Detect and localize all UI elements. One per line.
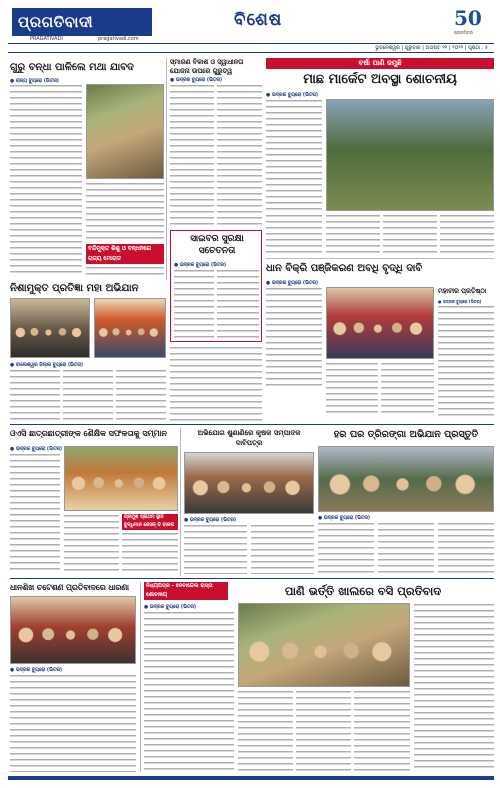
photo-paddy-protest xyxy=(10,596,136,664)
body-a2-col2 xyxy=(217,84,262,228)
byline-a5: ● ଭଦ୍ରକ ବ୍ୟୁରୋ (ଭିତର) xyxy=(174,263,227,268)
section-rule xyxy=(10,424,494,425)
masthead xyxy=(8,6,494,46)
byline-a11: ● ଭଦ୍ରକ ବ୍ୟୁରୋ (ଭିତର) xyxy=(10,668,63,673)
newspaper-logo[interactable]: ପ୍ରଗତିବାଦୀ xyxy=(12,8,152,36)
body-a8-col1 xyxy=(10,453,60,573)
body-a12-col4 xyxy=(354,690,410,772)
body-a12-col2 xyxy=(238,690,293,772)
photo-tiranga-rally xyxy=(318,446,494,512)
anniversary-caption: ପ୍ରଗତିବାଦୀ xyxy=(454,30,474,35)
photo-cow-road xyxy=(86,84,164,179)
column-rule xyxy=(180,428,181,576)
photo-grievance-hearing xyxy=(184,452,314,514)
body-a9-col1 xyxy=(184,524,247,574)
photo-road-protest xyxy=(238,603,410,687)
kicker-a3: ବର୍ଷା ପାଣି ଜମୁଛି xyxy=(266,58,494,69)
body-a1-col1 xyxy=(10,84,82,274)
body-a3-col1b xyxy=(266,214,322,254)
body-a6-col2 xyxy=(326,362,378,417)
section-rule xyxy=(266,258,494,259)
logo-subtitle: PRAGATIVADI xyxy=(30,36,63,42)
body-a3-col3 xyxy=(383,214,437,254)
byline-a3: ● ଭଦ୍ରକ ବ୍ୟୁରୋ (ଭିତର) xyxy=(266,93,319,98)
body-a1b xyxy=(86,266,164,276)
byline-a7: ● ଭଦ୍ରକ ବ୍ୟୁରୋ (ଭିତର) xyxy=(438,299,482,304)
body-a5-col1 xyxy=(174,269,214,339)
anniversary-badge xyxy=(454,6,488,36)
body-a5-col2 xyxy=(217,269,259,339)
body-a12-col5 xyxy=(414,603,494,772)
date-text: ଭୁବନେଶ୍ୱର | ଗୁରୁବାର | ଅଗଷ୍ଟ ୧୧ | ୨୦୨୨ | ପୃଷ୍ଠା : ୫ xyxy=(375,45,488,51)
kicker-a12: ନିଧ୍ୟପତ୍ର - ଦେବାନ୍ଦେଲ ରାସ୍ତା ଶୋଚନୀୟ xyxy=(144,582,228,600)
body-a6-col3 xyxy=(381,362,434,417)
body-a12-col3 xyxy=(296,690,351,772)
body-a10-col1 xyxy=(318,522,374,574)
headline-a5: ସାଇବର ସୁରକ୍ଷା ସଚେତନତା xyxy=(190,234,244,256)
byline-a2: ● ଭଦ୍ରକ ବ୍ୟୁରୋ (ଭିତର) xyxy=(170,78,223,83)
body-a10-col3 xyxy=(438,522,494,574)
body-a2-col1 xyxy=(170,84,214,228)
body-a10-col2 xyxy=(378,522,434,574)
section-rule xyxy=(10,578,494,579)
body-a12-col1 xyxy=(144,611,234,772)
byline-a9: ● ଭଦ୍ରକ ବ୍ୟୁରୋ (ଭିତର) xyxy=(184,518,237,523)
photo-pledge-ceremony xyxy=(94,298,166,358)
headline-a6: ଧାନ ବିକ୍ରି ପଞ୍ଜିକରଣ ଅବଧି ବୃଦ୍ଧି ଦାବି xyxy=(266,263,423,274)
headline-a10: ହର ଘର ତ୍ରିରଙ୍ଗା ଅଭିଯାନ ପ୍ରସ୍ତୁତି xyxy=(333,429,479,440)
headline-a2: ସ୍ମାରଣ ବିକାଶ ଓ ସ୍ୱାଧୀନତା ଯୋଜନା ଉପରେ ଗୁରୁତ୍ୱ xyxy=(170,58,244,75)
body-a6-col1 xyxy=(266,287,322,387)
body-a3-col4 xyxy=(440,214,494,254)
website-url[interactable]: pragativadi.com xyxy=(98,36,139,42)
byline-a8: ● ଭଦ୍ରକ ବ୍ୟୁରୋ (ଭିତର) xyxy=(10,447,63,452)
body-a5-continued xyxy=(170,346,262,421)
byline-a10: ● ଭଦ୍ରକ ବ୍ୟୁରୋ (ଭିତର) xyxy=(318,516,371,521)
body-a4-col1 xyxy=(10,369,60,421)
photo-anti-drug-event xyxy=(10,298,90,358)
body-a3-col2 xyxy=(326,214,380,254)
byline-a1: ● ରାଜ୍ୟ ବ୍ୟୁରୋ (ଭିତର) xyxy=(10,79,59,84)
body-a8b xyxy=(122,532,178,573)
headline-a3: ମାଛ ମାର୍କେଟ ଅବସ୍ଥା ଶୋଚନୀୟ xyxy=(303,72,457,87)
headline-a11: ଧାନଶିଖ ଚଟେଶଣ ପ୍ରତିବାଦରେ ଧାରଣା xyxy=(10,583,129,592)
body-a9-col2 xyxy=(251,524,314,574)
headline-a12: ପାଣି ଭର୍ତ୍ତି ଖାଲରେ ବସି ପ୍ରତିବାଦ xyxy=(284,584,442,598)
body-a3-col1 xyxy=(266,99,322,211)
body-a11 xyxy=(10,674,136,772)
byline-a12: ● ଭଦ୍ରକ ବ୍ୟୁରୋ (ଭିତର) xyxy=(144,605,197,610)
photo-farmers-meeting xyxy=(326,287,434,359)
headline-a1: ଗୁରୁ ବନ୍ଧା ପାଳିଲେ ମଥା ଯାବଦ xyxy=(10,62,134,73)
byline-a4: ● ବାଲେଶ୍ୱର ଜିଲ୍ଲା ବ୍ୟୁରୋ (ଭିତର) xyxy=(10,363,84,368)
headline-a1b: ବନ୍ଦିମୁକ୍ତ ଶିଶୁ ଓ ବନ୍ଧନରେ ରାଜ୍ୟ ମୋରାଡ xyxy=(86,244,164,264)
headline-a7: ମହାବୀର ପ୍ରତିଷ୍ଠା xyxy=(438,287,487,295)
body-a4-col2 xyxy=(63,369,113,421)
photo-fish-market xyxy=(326,99,494,211)
headline-a8b: ପ୍ରମୁଖ ପ୍ରଥମ ସ୍ଥାନ ବୁଦ୍ଧିମାନ ଜେସନ୍ ଡି ବାଳକ xyxy=(122,514,178,530)
footer-bar xyxy=(8,776,494,780)
byline-a6: ● ଭଦ୍ରକ ବ୍ୟୁରୋ (ଭିତର) xyxy=(266,281,319,286)
headline-a8: ଓଏସି ଛାତ୍ରଛାତ୍ରୀଙ୍କ ଶୈକ୍ଷିକ ସଫଳତାକୁ ସମ୍ମାନ xyxy=(10,429,167,438)
body-a8-col2 xyxy=(64,514,119,573)
anniversary-number: 50 xyxy=(454,6,482,30)
dateline-bar xyxy=(8,43,494,53)
headline-a9: ଅଭିଯୋଗ ଶୁଣାଣିରେ କୃଷକ ସମ୍ପାଦକ ଦାବିପତ୍ର xyxy=(197,429,301,447)
column-rule xyxy=(166,58,167,280)
body-a1-col2 xyxy=(86,182,164,242)
body-a7 xyxy=(438,305,494,417)
body-a4-col3 xyxy=(116,369,166,421)
headline-a4: ନିଶାମୁକ୍ତ ପ୍ରତିଜ୍ଞା ମହା ଅଭିଯାନ xyxy=(10,283,139,294)
column-rule xyxy=(140,582,141,772)
section-title: ବିଶେଷ xyxy=(234,10,283,30)
photo-student-award xyxy=(64,446,178,511)
